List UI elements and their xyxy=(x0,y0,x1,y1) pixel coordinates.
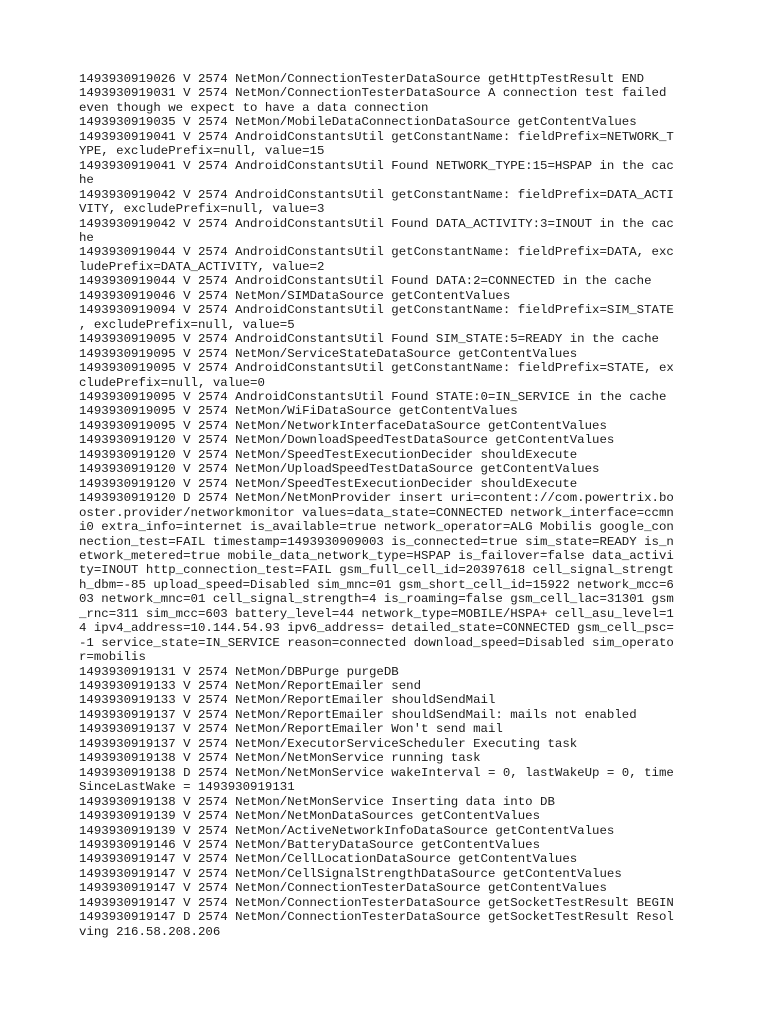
log-line: _rnc=311 sim_mcc=603 battery_level=44 network_type=MOBILE/HSPA+ cell_asu_level=1 xyxy=(79,606,674,621)
log-line: i0 extra_info=internet is_available=true network_operator=ALG Mobilis google_con xyxy=(79,520,674,535)
log-line: 4 ipv4_address=10.144.54.93 ipv6_address= detailed_state=CONNECTED gsm_cell_psc= xyxy=(79,621,674,636)
log-line: nection_test=FAIL timestamp=1493930909003 is_connected=true sim_state=READY is_n xyxy=(79,534,674,549)
log-line: SinceLastWake = 1493930919131 xyxy=(79,780,295,795)
log-line: 1493930919139 V 2574 NetMon/NetMonDataSources getContentValues xyxy=(79,809,541,824)
log-line: ving 216.58.208.206 xyxy=(79,924,221,939)
log-line: 1493930919147 V 2574 NetMon/ConnectionTesterDataSource getContentValues xyxy=(79,881,607,896)
log-line: 1493930919035 V 2574 NetMon/MobileDataConnectionDataSource getContentValues xyxy=(79,115,637,130)
log-line: 1493930919120 V 2574 NetMon/SpeedTestExecutionDecider shouldExecute xyxy=(79,476,578,491)
log-line: 03 network_mnc=01 cell_signal_strength=4 is_roaming=false gsm_cell_lac=31301 gsm xyxy=(79,592,674,607)
log-line: he xyxy=(79,173,94,188)
log-line: 1493930919147 V 2574 NetMon/ConnectionTesterDataSource getSocketTestResult BEGIN xyxy=(79,895,674,910)
log-line: he xyxy=(79,230,94,245)
log-line: ludePrefix=DATA_ACTIVITY, value=2 xyxy=(79,259,325,274)
log-line: 1493930919095 V 2574 NetMon/WiFiDataSource getContentValues xyxy=(79,404,518,419)
log-line: VITY, excludePrefix=null, value=3 xyxy=(79,202,325,217)
log-line: 1493930919133 V 2574 NetMon/ReportEmailer send xyxy=(79,679,422,694)
log-line: 1493930919146 V 2574 NetMon/BatteryDataSource getContentValues xyxy=(79,838,541,853)
log-line: 1493930919042 V 2574 AndroidConstantsUtil getConstantName: fieldPrefix=DATA_ACTI xyxy=(79,187,674,202)
log-line: r=mobilis xyxy=(79,650,146,665)
log-line: 1493930919094 V 2574 AndroidConstantsUtil getConstantName: fieldPrefix=SIM_STATE xyxy=(79,303,674,318)
log-line: 1493930919137 V 2574 NetMon/ReportEmailer shouldSendMail: mails not enabled xyxy=(79,707,637,722)
log-line: etwork_metered=true mobile_data_network_type=HSPAP is_failover=false data_activi xyxy=(79,548,674,563)
log-line: even though we expect to have a data connection xyxy=(79,100,429,115)
log-line: 1493930919044 V 2574 AndroidConstantsUtil Found DATA:2=CONNECTED in the cache xyxy=(79,274,652,289)
log-line: ty=INOUT http_connection_test=FAIL gsm_full_cell_id=20397618 cell_signal_strengt xyxy=(79,563,674,578)
log-line: 1493930919131 V 2574 NetMon/DBPurge purgeDB xyxy=(79,664,399,679)
log-line: 1493930919031 V 2574 NetMon/ConnectionTesterDataSource A connection test failed xyxy=(79,86,667,101)
log-line: 1493930919041 V 2574 AndroidConstantsUtil Found NETWORK_TYPE:15=HSPAP in the cac xyxy=(79,158,674,173)
log-line: 1493930919138 D 2574 NetMon/NetMonService wakeInterval = 0, lastWakeUp = 0, time xyxy=(79,765,674,780)
log-line: 1493930919139 V 2574 NetMon/ActiveNetworkInfoDataSource getContentValues xyxy=(79,823,615,838)
log-line: 1493930919120 V 2574 NetMon/UploadSpeedTestDataSource getContentValues xyxy=(79,462,600,477)
log-line: 1493930919138 V 2574 NetMon/NetMonService running task xyxy=(79,751,481,766)
log-line: 1493930919133 V 2574 NetMon/ReportEmailer shouldSendMail xyxy=(79,693,496,708)
log-line: 1493930919095 V 2574 AndroidConstantsUtil getConstantName: fieldPrefix=STATE, ex xyxy=(79,361,674,376)
log-line: 1493930919120 V 2574 NetMon/DownloadSpeedTestDataSource getContentValues xyxy=(79,433,615,448)
log-line: 1493930919138 V 2574 NetMon/NetMonService Inserting data into DB xyxy=(79,794,555,809)
log-line: 1493930919147 V 2574 NetMon/CellSignalStrengthDataSource getContentValues xyxy=(79,866,622,881)
log-line: 1493930919137 V 2574 NetMon/ReportEmailer Won't send mail xyxy=(79,722,503,737)
log-line: 1493930919147 V 2574 NetMon/CellLocationDataSource getContentValues xyxy=(79,852,578,867)
log-line: 1493930919120 V 2574 NetMon/SpeedTestExecutionDecider shouldExecute xyxy=(79,447,578,462)
log-line: 1493930919095 V 2574 NetMon/NetworkInterfaceDataSource getContentValues xyxy=(79,418,607,433)
log-line: oster.provider/networkmonitor values=data_state=CONNECTED network_interface=ccmn xyxy=(79,505,674,520)
log-line: 1493930919046 V 2574 NetMon/SIMDataSource getContentValues xyxy=(79,288,511,303)
log-line: 1493930919095 V 2574 AndroidConstantsUtil Found STATE:0=IN_SERVICE in the cache xyxy=(79,389,667,404)
log-line: 1493930919095 V 2574 AndroidConstantsUtil Found SIM_STATE:5=READY in the cache xyxy=(79,332,659,347)
log-line: 1493930919120 D 2574 NetMon/NetMonProvider insert uri=content://com.powertrix.bo xyxy=(79,491,674,506)
log-line: 1493930919026 V 2574 NetMon/ConnectionTesterDataSource getHttpTestResult END xyxy=(79,72,645,86)
log-line: -1 service_state=IN_SERVICE reason=connected download_speed=Disabled sim_operato xyxy=(79,635,674,650)
log-line: YPE, excludePrefix=null, value=15 xyxy=(79,144,325,159)
log-line: 1493930919042 V 2574 AndroidConstantsUtil Found DATA_ACTIVITY:3=INOUT in the cac xyxy=(79,216,674,231)
log-line: 1493930919041 V 2574 AndroidConstantsUtil getConstantName: fieldPrefix=NETWORK_T xyxy=(79,129,674,144)
log-line: cludePrefix=null, value=0 xyxy=(79,375,265,390)
log-line: 1493930919137 V 2574 NetMon/ExecutorServiceScheduler Executing task xyxy=(79,736,578,751)
log-line: 1493930919044 V 2574 AndroidConstantsUtil getConstantName: fieldPrefix=DATA, exc xyxy=(79,245,674,260)
log-line: 1493930919147 D 2574 NetMon/ConnectionTesterDataSource getSocketTestResult Resol xyxy=(79,910,674,925)
log-line: 1493930919095 V 2574 NetMon/ServiceStateDataSource getContentValues xyxy=(79,346,578,361)
log-line: h_dbm=-85 upload_speed=Disabled sim_mnc=01 gsm_short_cell_id=15922 network_mcc=6 xyxy=(79,577,674,592)
log-line: , excludePrefix=null, value=5 xyxy=(79,317,295,332)
log-document xyxy=(79,72,699,939)
